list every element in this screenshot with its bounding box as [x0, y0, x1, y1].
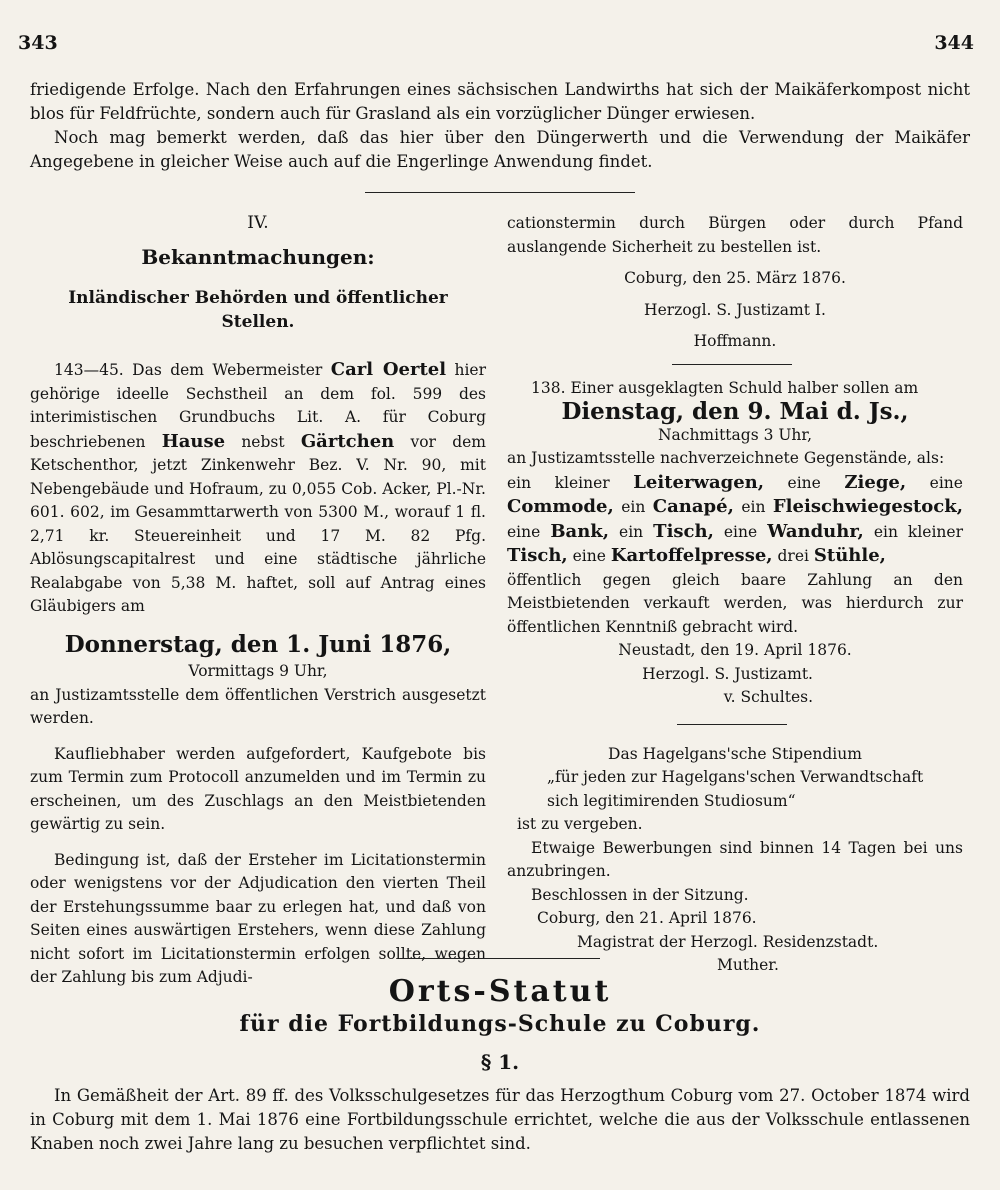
item-prefix: eine [723, 522, 758, 541]
item-prefix: ein [741, 498, 766, 516]
notice2-intro: Einer ausgeklagten Schuld halber sollen am [570, 378, 919, 397]
stipend-line-5: Beschlossen in der Sitzung. [531, 885, 749, 904]
place-date-1: Coburg, den 25. März 1876. [624, 269, 846, 287]
announcements-heading: Bekanntmachungen: [141, 244, 375, 269]
stipend-line-2: „für jeden zur Hagelgans'schen Verwandtschaft sich legitimirenden Studiosum“ [547, 768, 924, 810]
notice-number: 143—45. [54, 361, 124, 379]
notice-text-c: vor dem Ketschenthor, jetzt Zinkenwehr Bez. V. Nr. 90, mit Nebengebäude und Hofraum, zu 0,055 Cob. Acker, Pl.-Nr. 601. 602, im Gesammttarwerth von 5300 M., worauf 1 fl. 2,71 kr. Steuereinheit und 17 M. 82 Pfg. Ablösungscapitalrest und eine städtische jährliche Realabgabe von 5,38 M. haftet, soll auf Antrag eines Gläubigers am [30, 432, 486, 615]
statut-section [30, 974, 970, 1156]
owner-name: Carl Oertel [330, 359, 447, 380]
stipend-line-3: ist zu vergeben. [517, 815, 643, 833]
item-ziege: Ziege, [844, 471, 907, 493]
place-date-3: Coburg, den 21. April 1876. [537, 909, 757, 927]
signer-1: Hoffmann. [693, 332, 777, 350]
notice-divider-2 [677, 724, 787, 725]
item-bank: Bank, [550, 520, 610, 542]
page-number-left: 343 [18, 32, 58, 54]
item-prefix: drei [777, 547, 809, 565]
item-garden: Gärtchen [300, 430, 395, 452]
notice2-number: 138. [531, 378, 566, 397]
top-paragraph-1: friedigende Erfolge. Nach den Erfahrungen eines sächsischen Landwirths hat sich der Maikäferkompost nicht blos für Feldfrüchte, sondern auch für Grasland als ein vorzüglicher Dünger erwiesen. [30, 80, 970, 123]
item-prefix: eine [787, 473, 821, 492]
statut-text: In Gemäßheit der Art. 89 ff. des Volksschulgesetzes für das Herzogthum Coburg vom 27. October 1874 wird in Coburg mit dem 1. Mai 1876 eine Fortbildungsschule errichtet, welche die aus der Volksschule entlassenen Knaben noch zwei Jahre lang zu besuchen verpflichtet sind. [30, 1086, 970, 1153]
item-leiterwagen: Leiterwagen, [633, 471, 764, 493]
signer-2: v. Schultes. [723, 688, 813, 706]
authority-3: Magistrat der Herzogl. Residenzstadt. [577, 932, 879, 951]
authority-2: Herzogl. S. Justizamt. [642, 664, 813, 683]
item-wanduhr: Wanduhr, [767, 520, 864, 542]
item-tisch: Tisch, [653, 520, 714, 542]
top-divider [365, 192, 635, 193]
auction-time: Vormittags 9 Uhr, [188, 662, 328, 680]
item-commode: Commode, [507, 496, 614, 517]
place-date-2: Neustadt, den 19. April 1876. [618, 641, 852, 659]
notice-divider-1 [672, 364, 792, 365]
buyers-paragraph: Kaufliebhaber werden aufgefordert, Kaufgebote bis zum Termin zum Protocoll anzumelden und im Termin zu erscheinen, um des Zuschlags an den Meistbietenden gewärtig zu sein. [30, 744, 486, 833]
item-prefix: ein [621, 498, 646, 516]
notice-intro: Das dem Webermeister [132, 361, 323, 379]
top-paragraph-2: Noch mag bemerkt werden, daß das hier über den Düngerwerth und die Verwendung der Maikäfer Angegebene in gleicher Weise auch auf die Engerlinge Anwendung findet. [30, 128, 970, 171]
auction-date: Donnerstag, den 1. Juni 1876, [64, 630, 452, 658]
continuation-text: cationstermin durch Bürgen oder durch Pfand auslangende Sicherheit zu bestellen ist. [507, 214, 963, 256]
top-text-block [30, 78, 970, 174]
item-prefix: ein kleiner [873, 522, 963, 541]
stipend-line-4: Etwaige Bewerbungen sind binnen 14 Tagen bei uns anzubringen. [507, 838, 963, 880]
item-canape: Canapé, [652, 496, 734, 517]
notice2-time: Nachmittags 3 Uhr, [657, 425, 813, 444]
page-number-right: 344 [934, 32, 974, 54]
statut-subtitle: für die Fortbildungs-Schule zu Coburg. [239, 1011, 761, 1037]
section-number: IV. [247, 213, 269, 233]
item-prefix: ein [619, 522, 644, 541]
item-kartoffelpresse: Kartoffelpresse, [610, 545, 773, 566]
item-stuehle: Stühle, [813, 545, 886, 566]
item-prefix: eine [572, 547, 606, 565]
paragraph-symbol: § 1. [480, 1050, 520, 1074]
item-prefix: eine [929, 473, 963, 492]
item-list [507, 471, 963, 569]
notice2-place: an Justizamtsstelle nachverzeichnete Gegenstände, als: [507, 449, 945, 467]
item-house: Hause [161, 430, 226, 452]
right-column [507, 212, 963, 978]
notice-138-intro [507, 377, 963, 401]
statut-divider [400, 958, 600, 959]
item-prefix: ein kleiner [507, 473, 610, 492]
notice2-date: Dienstag, den 9. Mai d. Js., [561, 398, 909, 425]
notice-text-a: hier gehörige ideelle Sechstheil an dem fol. 599 des interimistischen Grundbuchs Lit. A. für Coburg beschriebenen [30, 361, 486, 451]
auction-place: an Justizamtsstelle dem öffentlichen Verstrich ausgesetzt werden. [30, 685, 486, 727]
stipend-line-1: Das Hagelgans'sche Stipendium [608, 744, 862, 763]
item-prefix: eine [507, 522, 541, 541]
notice-143-text [30, 358, 486, 619]
signer-3: Muther. [717, 956, 779, 974]
condition-paragraph: Bedingung ist, daß der Ersteher im Licitationstermin oder wenigstens vor der Adjudication den vierten Theil der Erstehungssumme baar zu erlegen hat, und daß von Seiten eines auswärtigen Erstehers, wenn diese Zahlung nicht sofort im Licitationstermin erfolgen sollte, wegen der Zahlung bis zum Adjudi- [30, 850, 486, 986]
notice2-text: öffentlich gegen gleich baare Zahlung an den Meistbietenden verkauft werden, was hierdurch zur öffentlichen Kenntniß gebracht wird. [507, 570, 963, 636]
announcements-subheading: Inländischer Behörden und öffentlicher Stellen. [68, 288, 448, 332]
statut-title: Orts-Statut [388, 974, 612, 1009]
left-column [30, 212, 486, 990]
authority-1: Herzogl. S. Justizamt I. [644, 300, 826, 319]
item-fleischwiegestock: Fleischwiegestock, [772, 496, 963, 517]
item-tisch-2: Tisch, [507, 545, 568, 566]
notice-text-b: nebst [241, 432, 285, 451]
